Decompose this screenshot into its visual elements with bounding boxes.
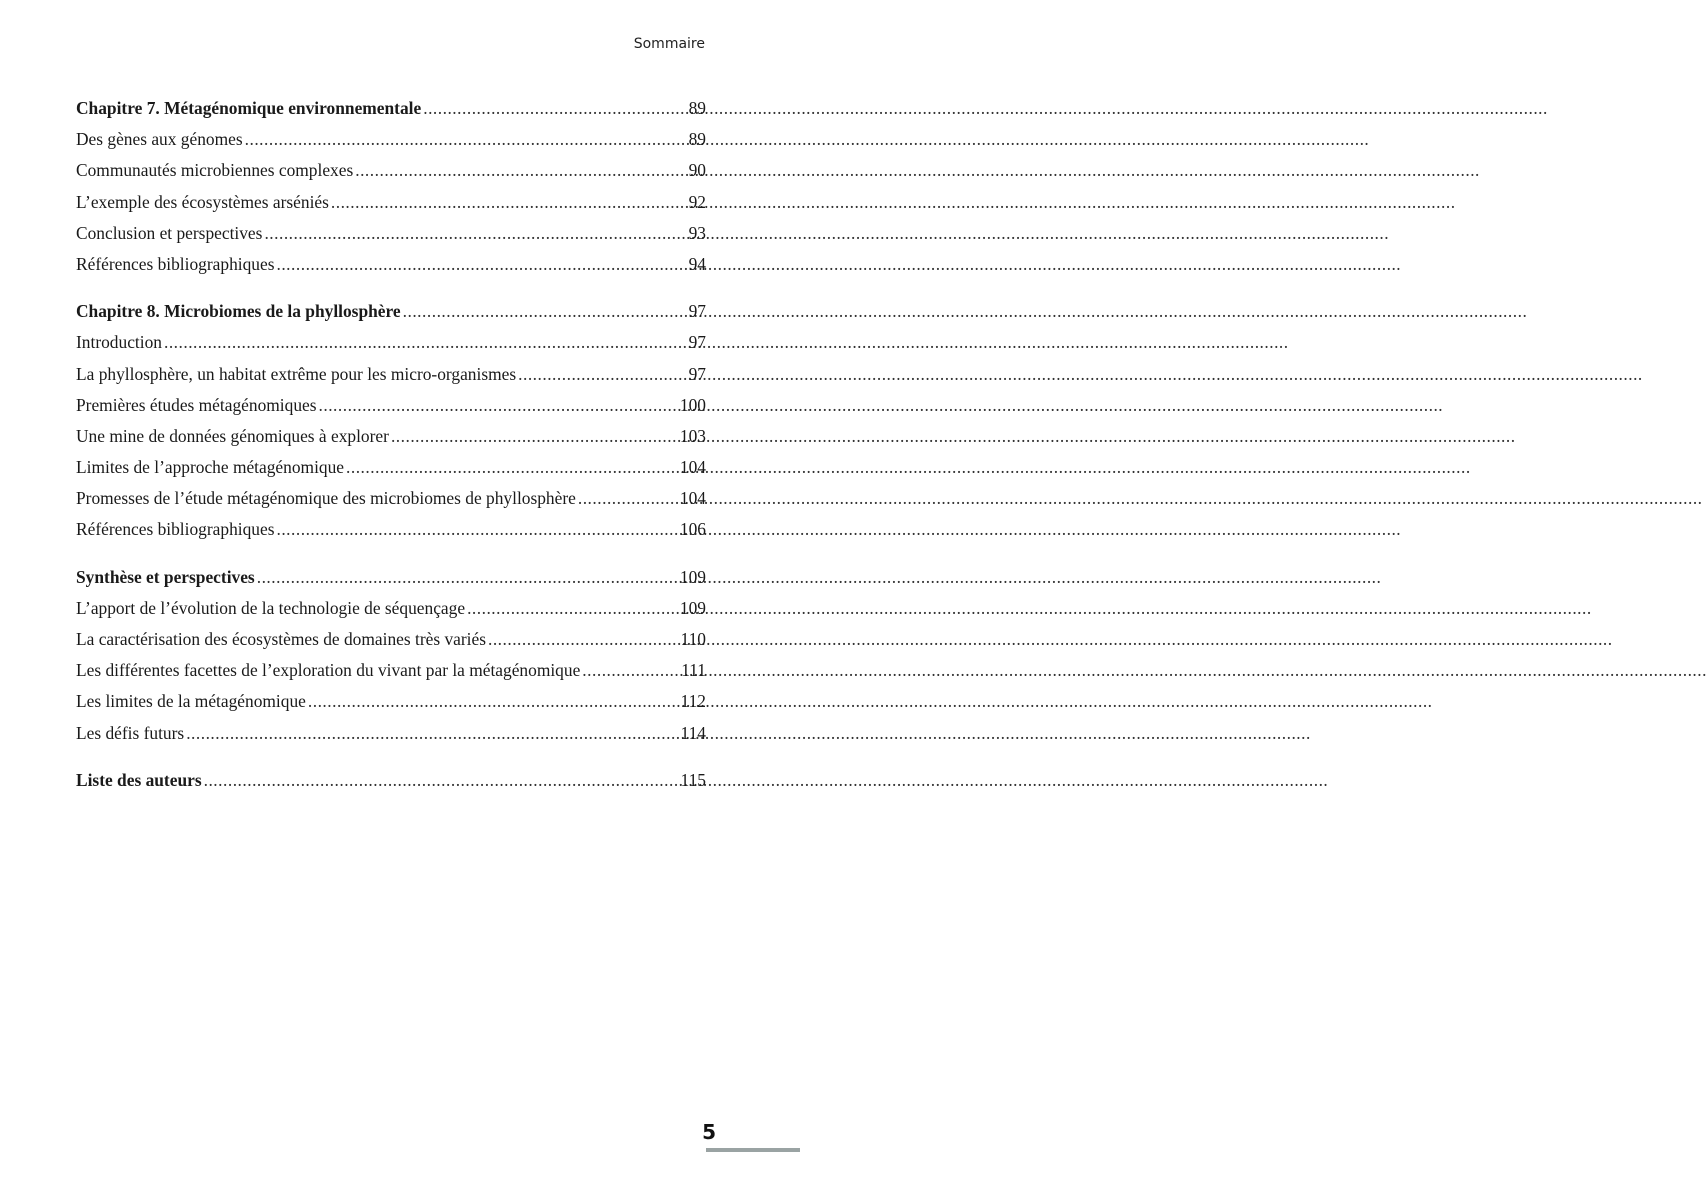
- dot-leader: [186, 718, 614, 749]
- toc-entry-title: Une mine de données génomiques à explorer: [76, 425, 389, 446]
- toc-entry-page: 109: [679, 566, 706, 587]
- toc-entry-page: 89: [688, 129, 706, 150]
- dot-leader: [488, 624, 614, 655]
- toc-entry-page: 115: [680, 769, 706, 790]
- dot-leader: [257, 562, 614, 593]
- toc-chapter-entry[interactable]: [76, 296, 706, 327]
- toc-entry[interactable]: [76, 452, 706, 483]
- toc-entry[interactable]: [76, 421, 706, 452]
- page-number: 5: [702, 1120, 716, 1144]
- toc-entry-title: Communautés microbiennes complexes: [76, 160, 354, 181]
- dot-leader: [308, 686, 614, 717]
- toc-chapter-entry[interactable]: [76, 93, 706, 124]
- dot-leader: [467, 593, 614, 624]
- toc-entry-page: 111: [681, 660, 706, 681]
- dot-leader: [355, 155, 614, 186]
- table-of-contents: [76, 93, 706, 812]
- dot-leader: [423, 93, 614, 124]
- toc-entry-title: Chapitre 8. Microbiomes de la phyllosphère: [76, 301, 401, 322]
- toc-entry-page: 112: [680, 691, 706, 712]
- toc-entry-title: Limites de l’approche métagénomique: [76, 457, 345, 478]
- dot-leader: [578, 483, 614, 514]
- toc-section: [76, 765, 706, 796]
- toc-entry-page: 89: [688, 98, 706, 118]
- toc-section: [76, 296, 706, 546]
- toc-entry-page: 93: [688, 222, 706, 243]
- toc-entry-title: La phyllosphère, un habitat extrême pour les micro-organismes: [76, 363, 517, 384]
- toc-entry-page: 104: [679, 488, 706, 509]
- toc-entry-page: 110: [680, 629, 706, 649]
- toc-entry-title: Premières études métagénomiques: [76, 394, 317, 415]
- toc-entry[interactable]: [76, 187, 706, 218]
- toc-section: [76, 93, 706, 280]
- toc-chapter-entry[interactable]: [76, 765, 706, 796]
- toc-entry[interactable]: [76, 390, 706, 421]
- toc-chapter-entry[interactable]: [76, 562, 706, 593]
- dot-leader: [582, 655, 614, 686]
- toc-entry[interactable]: [76, 686, 706, 717]
- toc-entry-title: Les limites de la métagénomique: [76, 691, 306, 712]
- toc-entry-title: Des gènes aux génomes: [76, 129, 243, 150]
- page-footer-rule: [706, 1148, 800, 1152]
- toc-entry[interactable]: [76, 124, 706, 155]
- toc-entry[interactable]: [76, 483, 706, 514]
- toc-entry[interactable]: [76, 655, 706, 686]
- toc-entry-page: 104: [679, 457, 706, 478]
- toc-entry[interactable]: [76, 249, 706, 280]
- toc-entry-page: 90: [688, 160, 706, 181]
- dot-leader: [391, 421, 614, 452]
- dot-leader: [346, 452, 614, 483]
- toc-entry[interactable]: [76, 218, 706, 249]
- dot-leader: [331, 187, 614, 218]
- toc-entry-page: 103: [679, 425, 706, 446]
- dot-leader: [518, 359, 614, 390]
- dot-leader: [403, 296, 614, 327]
- toc-section: [76, 562, 706, 749]
- toc-entry-title: Les défis futurs: [76, 722, 185, 743]
- toc-entry[interactable]: [76, 155, 706, 186]
- toc-entry[interactable]: [76, 718, 706, 749]
- toc-entry[interactable]: [76, 359, 706, 390]
- toc-entry-page: 106: [679, 519, 706, 540]
- dot-leader: [264, 218, 614, 249]
- toc-entry[interactable]: [76, 327, 706, 358]
- dot-leader: [204, 765, 614, 796]
- toc-entry-page: 97: [688, 332, 706, 353]
- toc-entry-title: Références bibliographiques: [76, 253, 275, 274]
- toc-entry-title: Conclusion et perspectives: [76, 222, 263, 243]
- toc-entry-title: Liste des auteurs: [76, 769, 202, 790]
- toc-entry-title: L’apport de l’évolution de la technologie de séquençage: [76, 597, 466, 618]
- toc-entry[interactable]: [76, 624, 706, 655]
- running-head: Sommaire: [633, 36, 705, 52]
- toc-entry-page: 94: [688, 253, 706, 274]
- toc-entry[interactable]: [76, 593, 706, 624]
- toc-entry-title: Introduction: [76, 332, 162, 353]
- toc-entry-title: Les différentes facettes de l’exploration du vivant par la métagénomique: [76, 660, 581, 681]
- toc-entry-page: 97: [688, 363, 706, 384]
- toc-entry-title: Promesses de l’étude métagénomique des microbiomes de phyllosphère: [76, 488, 576, 509]
- toc-entry-page: 114: [680, 722, 706, 743]
- toc-entry-page: 100: [679, 394, 706, 415]
- dot-leader: [276, 514, 614, 545]
- toc-entry-title: La caractérisation des écosystèmes de domaines très variés: [76, 629, 486, 649]
- toc-entry-title: L’exemple des écosystèmes arséniés: [76, 191, 329, 212]
- dot-leader: [276, 249, 614, 280]
- toc-entry-title: Synthèse et perspectives: [76, 566, 255, 587]
- dot-leader: [319, 390, 615, 421]
- dot-leader: [245, 124, 614, 155]
- dot-leader: [164, 327, 614, 358]
- toc-entry-title: Références bibliographiques: [76, 519, 275, 540]
- toc-entry-page: 92: [688, 191, 706, 212]
- toc-entry-page: 109: [679, 597, 706, 618]
- toc-entry-page: 97: [688, 301, 706, 322]
- toc-entry-title: Chapitre 7. Métagénomique environnementale: [76, 98, 422, 118]
- toc-entry[interactable]: [76, 514, 706, 545]
